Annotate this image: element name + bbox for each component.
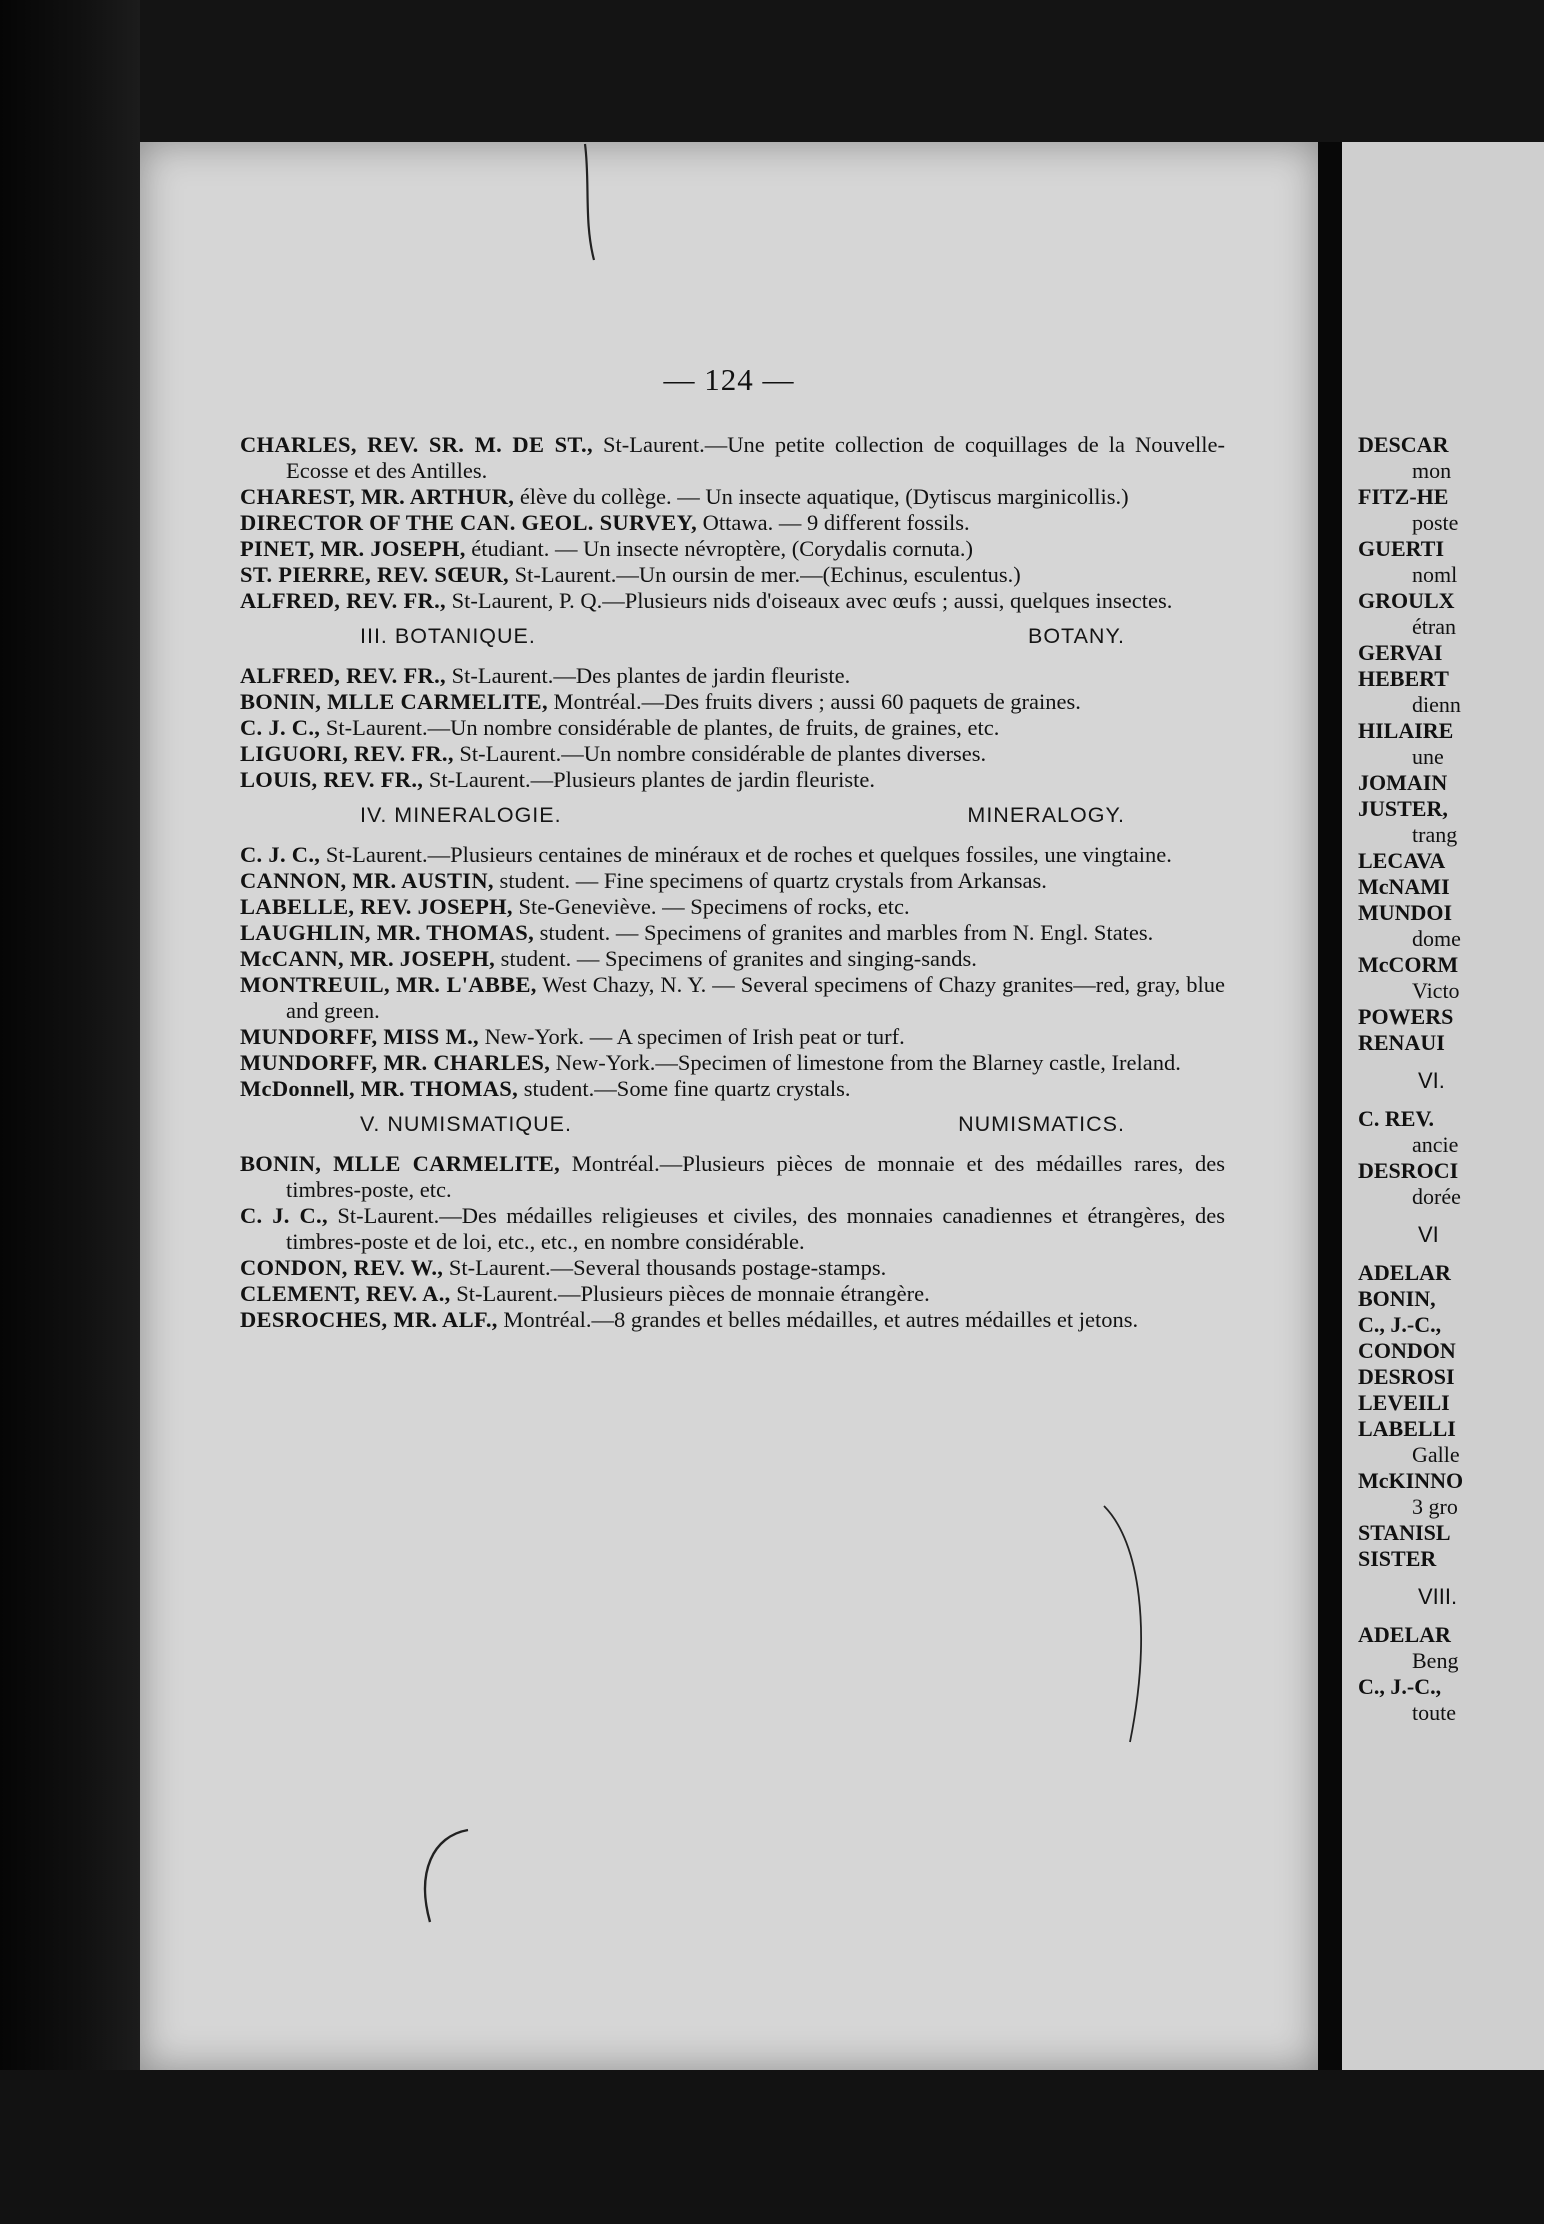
donor-entry [240,946,1225,972]
facing-page-line: toute [1412,1700,1456,1725]
page-number: — 124 — [663,362,795,397]
donor-name: C. J. C., [240,715,321,740]
facing-page-line: DESCAR [1358,432,1449,457]
facing-page-line: CONDON [1358,1338,1456,1363]
donor-entry [240,868,1225,894]
mineralogy-entries [240,842,1225,1102]
donation-description: student.—Some fine quartz crystals. [518,1076,851,1101]
donor-name: BONIN, MLLE CARMELITE, [240,1151,561,1176]
donor-name: DIRECTOR OF THE CAN. GEOL. SURVEY, [240,510,698,535]
zoology-entries [240,432,1225,614]
facing-page-line: 3 gro [1412,1494,1458,1519]
facing-page-line: LABELLI [1358,1416,1456,1441]
facing-page-line: trang [1412,822,1458,847]
donor-name: DESROCHES, MR. ALF., [240,1307,498,1332]
facing-page-line: C., J.-C., [1358,1674,1442,1699]
page-content [240,432,1225,1333]
facing-page-line: STANISL [1358,1520,1451,1545]
facing-page-line: GERVAI [1358,640,1443,665]
donor-name: BONIN, MLLE CARMELITE, [240,689,548,714]
donor-name: C. J. C., [240,842,321,867]
facing-page-edge [1342,142,1544,2070]
section-mineralogy-en: MINERALOGY. [967,803,1125,827]
facing-page-line: Victo [1412,978,1460,1003]
donor-name: PINET, MR. JOSEPH, [240,536,466,561]
donor-entry [240,741,1225,767]
donation-description: St-Laurent, P. Q.—Plusieurs nids d'oiseaux avec œufs ; aussi, quelques insectes. [445,588,1173,613]
facing-page-line: McNAMI [1358,874,1450,899]
facing-page-line: C., J.-C., [1358,1312,1442,1337]
section-numismatics-en: NUMISMATICS. [958,1112,1125,1136]
donor-name: CHAREST, MR. ARTHUR, [240,484,515,509]
donor-entry [240,663,1225,689]
donation-description: Montréal.—Plusieurs pièces de monnaie et des médailles rares, des timbres-poste, etc. [286,1151,1225,1202]
donor-entry [240,432,1225,484]
donation-description: St-Laurent.—Plusieurs plantes de jardin fleuriste. [423,767,875,792]
facing-page-line: GROULX [1358,588,1455,613]
facing-page-line: LECAVA [1358,848,1446,873]
film-edge-left [0,0,140,2224]
donor-entry [240,842,1225,868]
facing-page-line: LEVEILI [1358,1390,1450,1415]
facing-page-line: poste [1412,510,1459,535]
donor-name: C. J. C., [240,1203,328,1228]
facing-page-line: ancie [1412,1132,1459,1157]
donor-name: CLEMENT, REV. A., [240,1281,451,1306]
donor-entry [240,1024,1225,1050]
facing-page-line: dorée [1412,1184,1461,1209]
facing-page-line: étran [1412,614,1456,639]
donation-description: St-Laurent.—Un nombre considérable de plantes diverses. [453,741,987,766]
donation-description: New-York. — A specimen of Irish peat or turf. [478,1024,905,1049]
section-mineralogy-fr: IV. MINERALOGIE. [360,803,562,827]
donation-description: St-Laurent.—Des plantes de jardin fleuriste. [445,663,851,688]
donor-name: ST. PIERRE, REV. SŒUR, [240,562,509,587]
facing-page-line: C. REV. [1358,1106,1435,1131]
donation-description: student. — Fine specimens of quartz crystals from Arkansas. [493,868,1047,893]
facing-page-line: McCORM [1358,952,1459,977]
donation-description: St-Laurent.—Several thousands postage-stamps. [443,1255,887,1280]
donor-name: ALFRED, REV. FR., [240,588,446,613]
donor-name: MONTREUIL, MR. L'ABBE, [240,972,537,997]
facing-page-line: SISTER [1358,1546,1437,1571]
facing-page-line: DESROCI [1358,1158,1459,1183]
donation-description: Ottawa. — 9 different fossils. [697,510,970,535]
section-numismatics-fr: V. NUMISMATIQUE. [360,1112,572,1136]
facing-page-line: VIII. [1418,1584,1458,1609]
donor-entry [240,1255,1225,1281]
donor-entry [240,1307,1225,1333]
donor-entry [240,1281,1225,1307]
facing-page-line: JOMAIN [1358,770,1448,795]
facing-page-line: McKINNO [1358,1468,1464,1493]
section-mineralogy-heading [240,803,1225,828]
donation-description: West Chazy, N. Y. — Several specimens of Chazy granites—red, gray, blue and green. [286,972,1225,1023]
donation-description: Ste-Geneviève. — Specimens of rocks, etc. [512,894,910,919]
donation-description: élève du collège. — Un insecte aquatique, (Dytiscus marginicollis.) [514,484,1129,509]
facing-page-line: DESROSI [1358,1364,1455,1389]
donor-entry [240,484,1225,510]
donation-description: St-Laurent.—Plusieurs pièces de monnaie étrangère. [450,1281,930,1306]
donor-entry [240,1050,1225,1076]
donor-entry [240,1203,1225,1255]
section-botany-fr: III. BOTANIQUE. [360,624,536,648]
section-botany-heading [240,624,1225,649]
donor-name: McCANN, MR. JOSEPH, [240,946,496,971]
donor-entry [240,562,1225,588]
numismatics-entries [240,1151,1225,1333]
facing-page-line: mon [1412,458,1452,483]
section-botany-en: BOTANY. [1027,624,1125,648]
donor-entry [240,715,1225,741]
donor-name: CHARLES, REV. SR. M. DE ST., [240,432,593,457]
donor-entry [240,1151,1225,1203]
donor-entry [240,767,1225,793]
donor-entry [240,588,1225,614]
donor-entry [240,510,1225,536]
pencil-mark-top [570,142,610,262]
scanned-page [140,142,1318,2070]
donation-description: Montréal.—Des fruits divers ; aussi 60 paquets de graines. [547,689,1081,714]
facing-page-line: ADELAR [1358,1260,1451,1285]
donation-description: St-Laurent.—Un oursin de mer.—(Echinus, esculentus.) [508,562,1021,587]
facing-page-text [1358,432,1544,1726]
facing-page-line: JUSTER, [1358,796,1448,821]
donor-name: CONDON, REV. W., [240,1255,444,1280]
facing-page-line: Galle [1412,1442,1460,1467]
donor-name: ALFRED, REV. FR., [240,663,446,688]
facing-page-line: une [1412,744,1444,769]
facing-page-line: FITZ-HE [1358,484,1449,509]
donation-description: étudiant. — Un insecte névroptère, (Corydalis cornuta.) [465,536,973,561]
donor-name: LIGUORI, REV. FR., [240,741,454,766]
botany-entries [240,663,1225,793]
facing-page-line: VI [1418,1222,1439,1247]
facing-page-line: noml [1412,562,1458,587]
donor-name: MUNDORFF, MISS M., [240,1024,479,1049]
facing-page-line: HEBERT [1358,666,1449,691]
donation-description: St-Laurent.—Un nombre considérable de plantes, de fruits, de graines, etc. [320,715,1000,740]
facing-page-line: Beng [1412,1648,1459,1673]
donor-entry [240,894,1225,920]
section-numismatics-heading [240,1112,1225,1137]
donor-entry [240,1076,1225,1102]
donor-entry [240,972,1225,1024]
facing-page-line: MUNDOI [1358,900,1453,925]
facing-page-line: POWERS [1358,1004,1454,1029]
donor-entry [240,689,1225,715]
donor-name: LOUIS, REV. FR., [240,767,424,792]
donation-description: St-Laurent.—Des médailles religieuses et civiles, des monnaies canadiennes et étrangères, des timbres-poste et de loi, etc., etc., en nombre considérable. [286,1203,1225,1254]
facing-page-line: ADELAR [1358,1622,1451,1647]
donor-entry [240,920,1225,946]
donation-description: student. — Specimens of granites and singing-sands. [495,946,977,971]
facing-page-line: RENAUI [1358,1030,1445,1055]
facing-page-line: GUERTI [1358,536,1445,561]
donation-description: Montréal.—8 grandes et belles médailles, et autres médailles et jetons. [497,1307,1139,1332]
page-gutter [1318,142,1342,2070]
donor-name: CANNON, MR. AUSTIN, [240,868,494,893]
donation-description: student. — Specimens of granites and marbles from N. Engl. States. [534,920,1154,945]
film-edge-bottom [0,2070,1544,2224]
facing-page-line: HILAIRE [1358,718,1454,743]
donor-entry [240,536,1225,562]
facing-page-line: VI. [1418,1068,1445,1093]
facing-page-line: dienn [1412,692,1461,717]
donation-description: St-Laurent.—Une petite collection de coquillages de la Nouvelle-Ecosse et des Antilles. [286,432,1225,483]
facing-page-line: BONIN, [1358,1286,1436,1311]
donor-name: LAUGHLIN, MR. THOMAS, [240,920,535,945]
donor-name: MUNDORFF, MR. CHARLES, [240,1050,551,1075]
pencil-mark-bottom [408,1822,478,1932]
donor-name: McDonnell, MR. THOMAS, [240,1076,519,1101]
donation-description: New-York.—Specimen of limestone from the Blarney castle, Ireland. [550,1050,1181,1075]
donor-name: LABELLE, REV. JOSEPH, [240,894,513,919]
donation-description: St-Laurent.—Plusieurs centaines de minéraux et de roches et quelques fossiles, une vingtaine. [320,842,1172,867]
facing-page-line: dome [1412,926,1461,951]
pencil-mark-bracket [1100,1502,1160,1752]
